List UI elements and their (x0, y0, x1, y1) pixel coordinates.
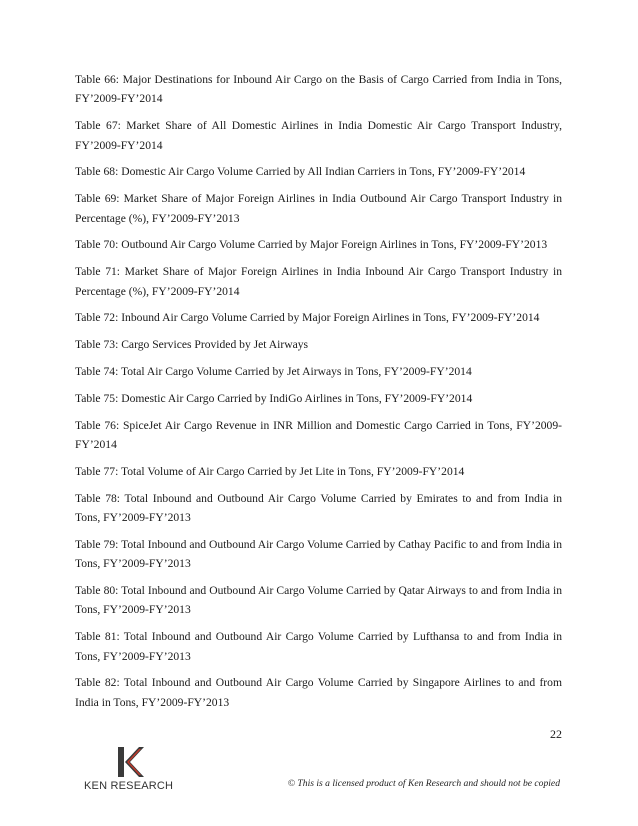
toc-entry-table-80[interactable]: Table 80: Total Inbound and Outbound Air Cargo Volume Carried by Qatar Airways to and from India in Tons, FY’2009-FY’2013 (75, 584, 562, 617)
toc-entry-table-71[interactable]: Table 71: Market Share of Major Foreign Airlines in India Inbound Air Cargo Transport Industry in Percentage (%), FY’2009-FY’2014 (75, 265, 562, 298)
toc-entry-table-74[interactable]: Table 74: Total Air Cargo Volume Carried by Jet Airways in Tons, FY’2009-FY’2014 (75, 365, 472, 378)
toc-entry-table-72[interactable]: Table 72: Inbound Air Cargo Volume Carried by Major Foreign Airlines in Tons, FY’2009-FY’2014 (75, 311, 540, 325)
toc-entry-table-78[interactable]: Table 78: Total Inbound and Outbound Air Cargo Volume Carried by Emirates to and from India in Tons, FY’2009-FY’2013 (75, 491, 562, 524)
toc-entry-table-66[interactable]: Table 66: Major Destinations for Inbound Air Cargo on the Basis of Cargo Carried from India in Tons, FY’2009-FY’2014 (75, 73, 562, 106)
toc-entry-table-79[interactable]: Table 79: Total Inbound and Outbound Air Cargo Volume Carried by Cathay Pacific to and from India in Tons, FY’2009-FY’2013 (75, 537, 562, 571)
toc-entry-table-67[interactable]: Table 67: Market Share of All Domestic Airlines in India Domestic Air Cargo Transport Industry, FY’2009-FY’2014 (75, 119, 562, 152)
toc-entry-table-81[interactable]: Table 81: Total Inbound and Outbound Air Cargo Volume Carried by Lufthansa to and from India in Tons, FY’2009-FY’2013 (75, 630, 562, 663)
page-number: 22 (550, 727, 562, 741)
logo-wordmark: KEN RESEARCH (84, 780, 174, 792)
license-footer-note: © This is a licensed product of Ken Research and should not be copied (287, 778, 560, 789)
table-of-contents (75, 70, 562, 720)
toc-entry-table-70[interactable]: Table 70: Outbound Air Cargo Volume Carried by Major Foreign Airlines in Tons, FY’2009-FY’2013 (75, 238, 548, 252)
toc-entry-table-76[interactable]: Table 76: SpiceJet Air Cargo Revenue in INR Million and Domestic Cargo Carried in Tons, FY’2009-FY’2014 (75, 418, 562, 451)
toc-entry-table-77[interactable]: Table 77: Total Volume of Air Cargo Carried by Jet Lite in Tons, FY’2009-FY’2014 (75, 464, 465, 478)
toc-entry-table-75[interactable]: Table 75: Domestic Air Cargo Carried by IndiGo Airlines in Tons, FY’2009-FY’2014 (75, 391, 473, 405)
toc-entry-table-69[interactable]: Table 69: Market Share of Major Foreign Airlines in India Outbound Air Cargo Transport Industry in Percentage (%), FY’2009-FY’2013 (75, 192, 562, 225)
toc-entry-table-82[interactable]: Table 82: Total Inbound and Outbound Air Cargo Volume Carried by Singapore Airlines to and from India in Tons, FY’2009-FY’2013 (75, 676, 562, 709)
ken-research-logo (84, 745, 194, 795)
ken-research-k-logo-icon (115, 745, 145, 779)
toc-entry-table-68[interactable]: Table 68: Domestic Air Cargo Volume Carried by All Indian Carriers in Tons, FY’2009-FY’2014 (75, 165, 526, 179)
toc-entry-table-73[interactable]: Table 73: Cargo Services Provided by Jet Airways (75, 338, 309, 352)
